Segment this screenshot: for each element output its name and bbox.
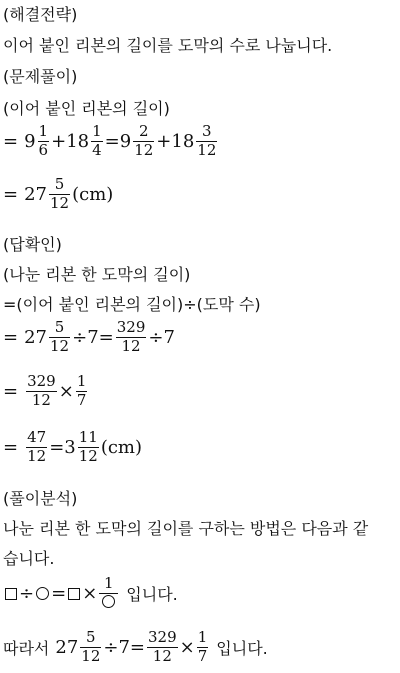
rule-formula: ÷ = × 1 입니다. — [3, 576, 178, 612]
denominator — [99, 595, 118, 612]
numerator: 1 — [104, 574, 114, 592]
denominator: 12 — [31, 390, 51, 409]
denominator: 12 — [50, 336, 70, 355]
square-symbol — [5, 588, 17, 600]
denominator: 12 — [152, 646, 172, 665]
numerator: 1 — [38, 122, 49, 140]
check-formula: =(이어 붙인 리본의 길이)÷(도막 수) — [3, 295, 261, 314]
denominator: 12 — [121, 336, 141, 355]
unit: (cm) — [72, 183, 114, 205]
divisor: 7 — [163, 326, 175, 348]
numerator: 5 — [86, 628, 96, 646]
circle-symbol — [36, 587, 49, 600]
numerator: 1 — [92, 122, 102, 140]
circle-symbol — [102, 595, 115, 608]
whole-number: 18 — [171, 130, 195, 152]
strategy-header: (해결전략) — [3, 5, 78, 24]
whole-number: 9 — [24, 130, 36, 152]
check-header: (답확인) — [3, 235, 62, 254]
fraction — [133, 124, 154, 159]
square-symbol — [68, 588, 80, 600]
denominator: 12 — [78, 446, 98, 465]
analysis-header: (풀이분석) — [3, 489, 78, 508]
fraction — [49, 320, 70, 355]
problem-header: (문제풀이) — [3, 67, 78, 86]
fraction — [80, 630, 101, 665]
numerator: 1 — [76, 372, 87, 390]
strategy-text: 이어 붙인 리본의 길이를 도막의 수로 나눕니다. — [3, 36, 333, 55]
denominator: 4 — [92, 140, 102, 159]
numerator: 329 — [27, 372, 56, 390]
whole-number: 27 — [55, 636, 79, 658]
numerator: 329 — [116, 318, 146, 336]
divisor: 7 — [118, 636, 130, 658]
unit: (cm) — [100, 436, 143, 458]
whole-number: 3 — [64, 436, 76, 458]
conclusion-prefix: 따라서 — [3, 638, 50, 658]
conclusion-suffix: 입니다. — [216, 638, 268, 658]
numerator: 2 — [138, 122, 149, 140]
fraction — [147, 630, 178, 665]
equation-divide: = 27 $\frac{5}{12}$ ÷ 7 = $\frac{329}{12}$ ÷ 7 — [3, 318, 175, 355]
whole-number: 27 — [24, 326, 47, 348]
fraction — [26, 430, 47, 465]
rule-suffix: 입니다. — [126, 585, 178, 605]
whole-number: 9 — [119, 130, 132, 152]
denominator: 12 — [27, 446, 47, 465]
equation-multiply: = $\frac{329}{12}$ × $\frac{1}{7}$ — [3, 372, 87, 409]
numerator: 5 — [54, 175, 65, 193]
whole-number: 18 — [66, 130, 90, 152]
fraction — [99, 576, 118, 612]
equation-result: = $\frac{47}{12}$ = 3 $\frac{11}{12}$ (cm) — [3, 428, 143, 465]
divisor: 7 — [87, 326, 99, 348]
check-caption: (나눈 리본 한 도막의 길이) — [3, 265, 191, 284]
denominator: 7 — [76, 390, 87, 409]
equation-total: = 27 $\frac{5}{12}$ (cm) — [3, 175, 114, 212]
fraction — [78, 430, 99, 465]
numerator: 329 — [148, 628, 177, 646]
fraction — [197, 630, 209, 665]
numerator: 5 — [54, 318, 65, 336]
fraction — [91, 124, 103, 159]
numerator: 1 — [197, 628, 208, 646]
fraction — [49, 177, 70, 212]
fraction — [38, 124, 50, 159]
fraction — [26, 374, 57, 409]
fraction — [76, 374, 88, 409]
conclusion: 따라서 27 $\frac{5}{12}$ ÷ 7 = $\frac{329}{12}$ × $\frac{1}{7}$ 입니다. — [3, 628, 268, 665]
fraction — [116, 320, 147, 355]
equation-sum: = 9 $\frac{1}{6}$ + 18 $\frac{1}{4}$ = 9 $\frac{2}{12}$ + 18 $\frac{3}{12}$ — [3, 122, 217, 159]
analysis-text-1: 나눈 리본 한 도막의 길이를 구하는 방법은 다음과 같 — [3, 519, 369, 538]
denominator: 6 — [38, 140, 49, 159]
denominator: 7 — [197, 646, 208, 665]
problem-caption: (이어 붙인 리본의 길이) — [3, 99, 170, 118]
numerator: 47 — [27, 428, 47, 446]
numerator: 11 — [78, 428, 98, 446]
analysis-text-2: 습니다. — [3, 549, 55, 568]
denominator: 12 — [50, 193, 70, 212]
fraction — [196, 124, 217, 159]
denominator: 12 — [197, 140, 217, 159]
whole-number: 27 — [24, 183, 47, 205]
denominator: 12 — [81, 646, 101, 665]
denominator: 12 — [134, 140, 154, 159]
numerator: 3 — [202, 122, 212, 140]
